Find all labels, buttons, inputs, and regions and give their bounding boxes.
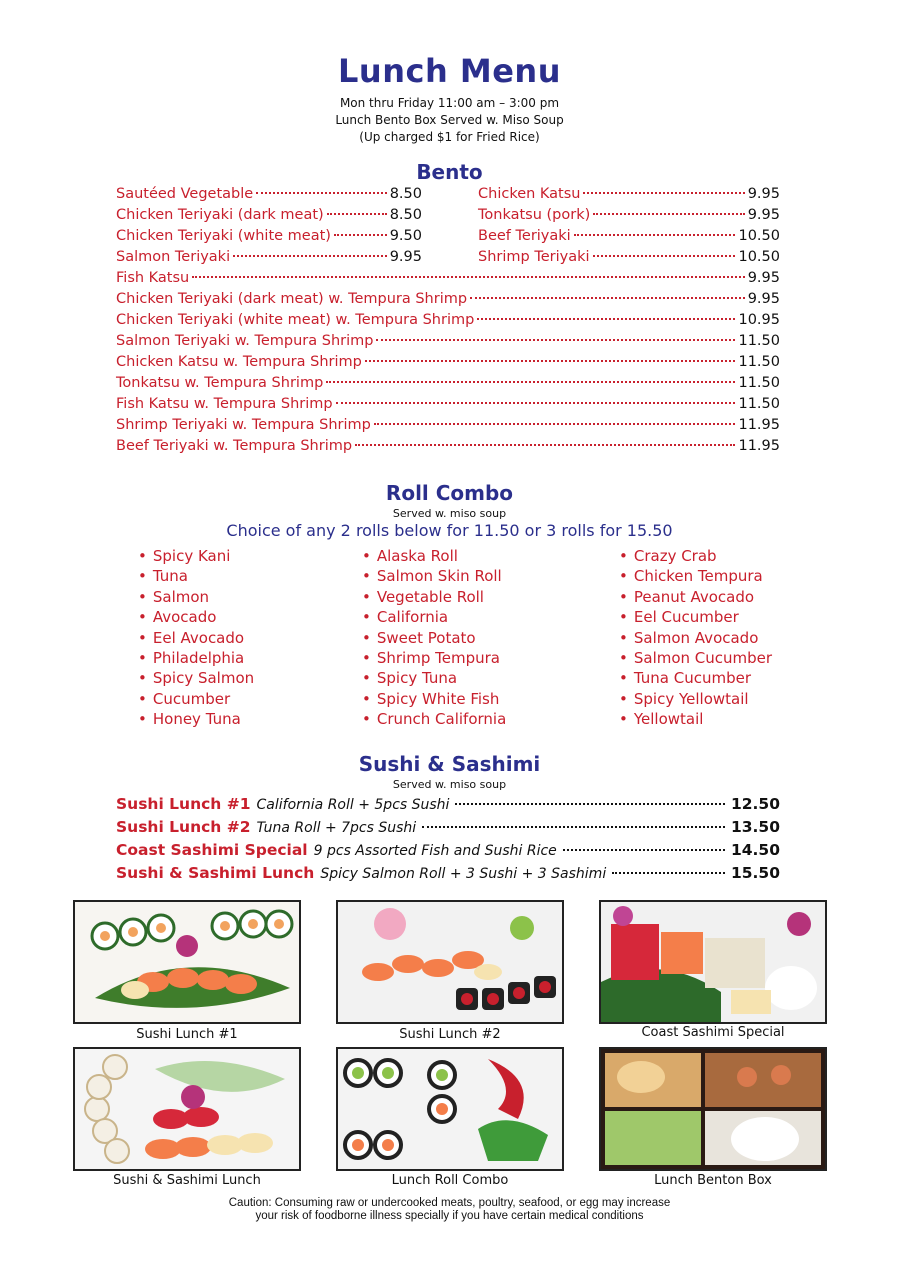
caution-line-2: your risk of foodborne illness specially if you have certain medical conditions	[255, 1210, 644, 1222]
item-price: 9.95	[747, 207, 780, 223]
list-item: • Salmon	[138, 588, 254, 608]
list-item: • Philadelphia	[138, 649, 254, 669]
sushi-name: Sushi Lunch #2	[116, 818, 251, 836]
photo-sushi-lunch-2	[336, 900, 564, 1024]
item-name: Chicken Teriyaki (dark meat) w. Tempura Shrimp	[116, 291, 468, 307]
list-item: • Honey Tuna	[138, 710, 254, 730]
list-item: • Eel Avocado	[138, 629, 254, 649]
list-item: • Salmon Cucumber	[619, 649, 772, 669]
menu-item	[116, 312, 780, 332]
list-item: • Yellowtail	[619, 710, 772, 730]
menu-item	[478, 186, 780, 206]
menu-item	[478, 207, 780, 227]
list-item: • Sweet Potato	[362, 629, 506, 649]
item-name: Beef Teriyaki w. Tempura Shrimp	[116, 438, 353, 454]
item-name: Beef Teriyaki	[478, 228, 571, 244]
photo-caption: Sushi Lunch #2	[399, 1027, 501, 1042]
roll-combo-heading: Roll Combo	[385, 481, 514, 505]
list-item: • Spicy White Fish	[362, 690, 506, 710]
item-price: 11.50	[738, 333, 780, 349]
list-item: • Spicy Yellowtail	[619, 690, 772, 710]
sushi-name: Sushi Lunch #1	[116, 795, 251, 813]
menu-item	[116, 249, 422, 269]
bento-heading: Bento	[416, 160, 483, 184]
item-price: 10.95	[738, 312, 780, 328]
sushi-name: Sushi & Sashimi Lunch	[116, 864, 315, 882]
sushi-heading: Sushi & Sashimi	[358, 752, 541, 776]
list-item: • Spicy Tuna	[362, 669, 506, 689]
item-price: 9.95	[747, 291, 780, 307]
leader-dots	[563, 849, 725, 851]
leader-dots	[376, 339, 735, 341]
item-name: Chicken Katsu	[478, 186, 581, 202]
item-name: Chicken Katsu w. Tempura Shrimp	[116, 354, 362, 370]
menu-item	[116, 417, 780, 437]
item-price: 8.50	[389, 186, 422, 202]
menu-item	[116, 375, 780, 395]
leader-dots	[336, 402, 736, 404]
menu-item	[116, 291, 780, 311]
sushi-item	[116, 841, 780, 863]
item-price: 9.95	[389, 249, 422, 265]
leader-dots	[574, 234, 736, 236]
menu-item	[478, 228, 780, 248]
caution-line-1: Caution: Consuming raw or undercooked meats, poultry, seafood, or egg may increase	[228, 1197, 671, 1209]
menu-item	[116, 228, 422, 248]
leader-dots	[334, 234, 387, 236]
item-name: Shrimp Teriyaki	[478, 249, 590, 265]
list-item: • Spicy Kani	[138, 547, 254, 567]
leader-dots	[470, 297, 745, 299]
item-name: Fish Katsu w. Tempura Shrimp	[116, 396, 333, 412]
sushi-served: Served w. miso soup	[392, 778, 507, 791]
leader-dots	[593, 213, 744, 215]
leader-dots	[593, 255, 736, 257]
leader-dots	[374, 423, 736, 425]
bento-note: Lunch Bento Box Served w. Miso Soup	[335, 113, 564, 127]
photo-sushi-sashimi-lunch	[73, 1047, 301, 1171]
item-name: Tonkatsu (pork)	[478, 207, 591, 223]
roll-list-col2	[362, 547, 506, 731]
item-price: 11.50	[738, 396, 780, 412]
sushi-price: 14.50	[730, 841, 780, 859]
item-name: Chicken Teriyaki (dark meat)	[116, 207, 324, 223]
leader-dots	[355, 444, 735, 446]
item-price: 11.50	[738, 375, 780, 391]
item-name: Sautéed Vegetable	[116, 186, 254, 202]
list-item: • Salmon Skin Roll	[362, 567, 506, 587]
item-name: Fish Katsu	[116, 270, 190, 286]
item-price: 10.50	[738, 249, 780, 265]
list-item: • Salmon Avocado	[619, 629, 772, 649]
leader-dots	[455, 803, 725, 805]
item-name: Shrimp Teriyaki w. Tempura Shrimp	[116, 417, 371, 433]
sushi-desc: California Roll + 5pcs Sushi	[256, 797, 450, 813]
leader-dots	[422, 826, 725, 828]
roll-combo-served: Served w. miso soup	[392, 507, 507, 520]
photo-sushi-lunch-1	[73, 900, 301, 1024]
photo-coast-sashimi-special	[599, 900, 827, 1024]
menu-item	[116, 438, 780, 458]
item-price: 9.50	[389, 228, 422, 244]
sushi-desc: 9 pcs Assorted Fish and Sushi Rice	[313, 843, 557, 859]
sushi-desc: Tuna Roll + 7pcs Sushi	[256, 820, 417, 836]
roll-combo-choice: Choice of any 2 rolls below for 11.50 or 3 rolls for 15.50	[226, 521, 673, 540]
item-price: 8.50	[389, 207, 422, 223]
page-title: Lunch Menu	[338, 52, 561, 90]
menu-item	[116, 333, 780, 353]
photo-lunch-roll-combo	[336, 1047, 564, 1171]
menu-item	[116, 186, 422, 206]
item-name: Chicken Teriyaki (white meat) w. Tempura Shrimp	[116, 312, 475, 328]
item-price: 11.95	[738, 417, 780, 433]
sushi-item	[116, 795, 780, 817]
list-item: • Tuna	[138, 567, 254, 587]
list-item: • Alaska Roll	[362, 547, 506, 567]
list-item: • Shrimp Tempura	[362, 649, 506, 669]
item-name: Salmon Teriyaki	[116, 249, 231, 265]
list-item: • Crunch California	[362, 710, 506, 730]
photo-caption: Sushi & Sashimi Lunch	[113, 1173, 261, 1188]
sushi-name: Coast Sashimi Special	[116, 841, 308, 859]
sushi-price: 15.50	[730, 864, 780, 882]
item-price: 11.95	[738, 438, 780, 454]
list-item: • California	[362, 608, 506, 628]
roll-list-col1	[138, 547, 254, 731]
item-price: 9.95	[747, 186, 780, 202]
photo-lunch-benton-box	[599, 1047, 827, 1171]
item-price: 11.50	[738, 354, 780, 370]
hours-text: Mon thru Friday 11:00 am – 3:00 pm	[339, 96, 560, 110]
leader-dots	[327, 213, 387, 215]
sushi-desc: Spicy Salmon Roll + 3 Sushi + 3 Sashimi	[320, 866, 607, 882]
menu-item	[116, 396, 780, 416]
list-item: • Eel Cucumber	[619, 608, 772, 628]
list-item: • Chicken Tempura	[619, 567, 772, 587]
fried-rice-note: (Up charged $1 for Fried Rice)	[359, 130, 540, 144]
item-name: Salmon Teriyaki w. Tempura Shrimp	[116, 333, 374, 349]
list-item: • Spicy Salmon	[138, 669, 254, 689]
list-item: • Avocado	[138, 608, 254, 628]
roll-list-col3	[619, 547, 772, 731]
item-name: Chicken Teriyaki (white meat)	[116, 228, 331, 244]
photo-caption: Sushi Lunch #1	[136, 1027, 238, 1042]
list-item: • Cucumber	[138, 690, 254, 710]
leader-dots	[612, 872, 725, 874]
photo-caption: Coast Sashimi Special	[641, 1025, 785, 1040]
item-name: Tonkatsu w. Tempura Shrimp	[116, 375, 324, 391]
leader-dots	[477, 318, 735, 320]
photo-caption: Lunch Roll Combo	[391, 1173, 509, 1188]
menu-item	[116, 207, 422, 227]
sushi-item	[116, 818, 780, 840]
sushi-price: 13.50	[730, 818, 780, 836]
caution-note	[0, 1197, 899, 1223]
leader-dots	[583, 192, 744, 194]
leader-dots	[233, 255, 387, 257]
list-item: • Peanut Avocado	[619, 588, 772, 608]
list-item: • Tuna Cucumber	[619, 669, 772, 689]
sushi-price: 12.50	[730, 795, 780, 813]
leader-dots	[256, 192, 387, 194]
leader-dots	[326, 381, 735, 383]
menu-item	[478, 249, 780, 269]
item-price: 10.50	[738, 228, 780, 244]
menu-item	[116, 270, 780, 290]
leader-dots	[365, 360, 736, 362]
leader-dots	[192, 276, 744, 278]
list-item: • Crazy Crab	[619, 547, 772, 567]
item-price: 9.95	[747, 270, 780, 286]
list-item: • Vegetable Roll	[362, 588, 506, 608]
sushi-item	[116, 864, 780, 886]
menu-item	[116, 354, 780, 374]
photo-caption: Lunch Benton Box	[654, 1173, 772, 1188]
